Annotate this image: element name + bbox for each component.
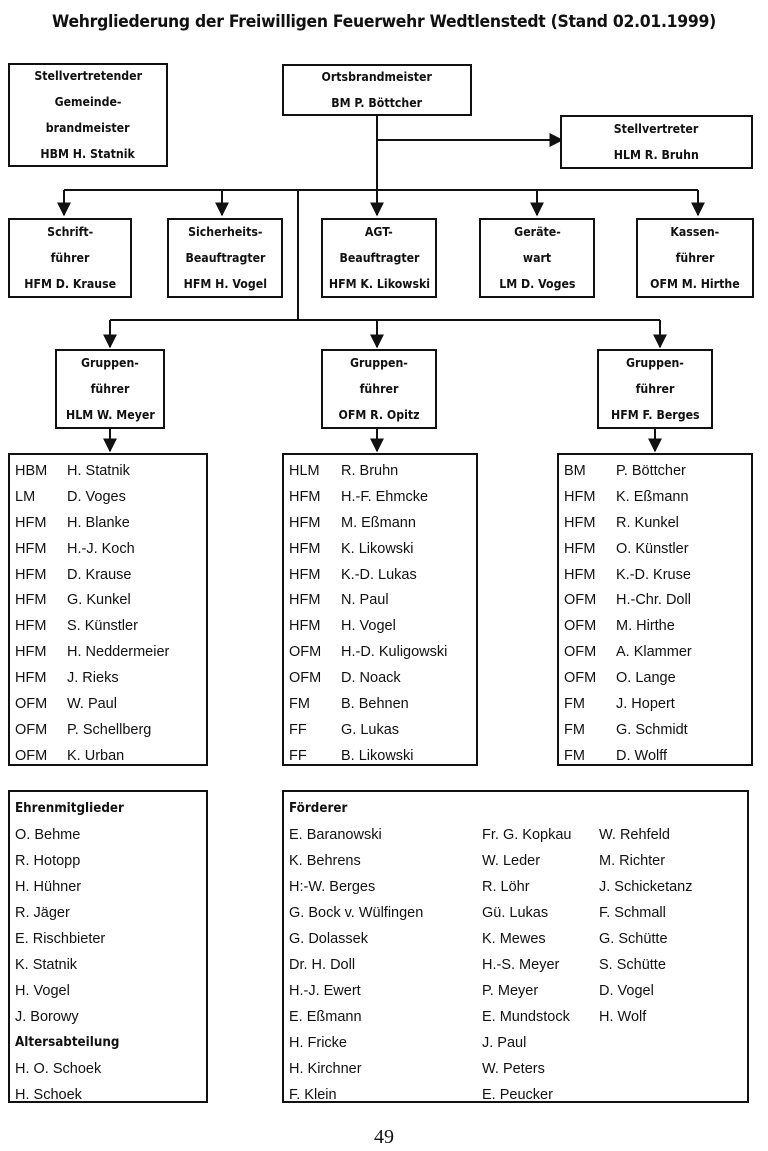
list-item — [284, 484, 476, 510]
list-item: H.-J. Ewert — [289, 983, 361, 999]
member-name: M. Eßmann — [341, 514, 416, 531]
member-name: G. Lukas — [341, 721, 400, 738]
member-name: M. Hirthe — [616, 618, 675, 635]
box-line: brandmeister — [46, 120, 130, 135]
member-name: S. Künstler — [67, 618, 138, 635]
member-name: D. Wolff — [616, 747, 668, 764]
list-item — [284, 613, 476, 639]
box-line: führer — [635, 381, 675, 396]
rank: HFM — [15, 592, 47, 609]
list-item: Dr. H. Doll — [289, 957, 356, 973]
group-members-list-1 — [8, 453, 208, 766]
member-name: G. Schmidt — [616, 721, 688, 738]
supporters-heading: Förderer — [289, 801, 348, 816]
list-item — [284, 691, 476, 717]
rank: BM — [564, 462, 586, 479]
list-item — [10, 613, 206, 639]
rank: HFM — [15, 514, 47, 531]
list-item — [10, 484, 206, 510]
list-item: Fr. G. Kopkau — [482, 827, 572, 843]
box-line: Beauftragter — [338, 250, 419, 265]
list-item: P. Meyer — [482, 983, 539, 999]
list-item: S. Schütte — [599, 957, 666, 973]
list-item: H. Fricke — [289, 1035, 347, 1051]
officer-box-treasurer — [636, 218, 754, 298]
member-name: K. Urban — [67, 747, 125, 764]
list-item: W. Rehfeld — [599, 827, 670, 843]
list-item: F. Schmall — [599, 905, 666, 921]
rank: FF — [289, 721, 307, 738]
box-line: HFM F. Berges — [610, 407, 700, 422]
supporters-column-2 — [482, 822, 571, 1108]
box-line: LM D. Voges — [498, 276, 576, 291]
group-leader-box-1 — [55, 349, 165, 429]
rank: HFM — [289, 592, 321, 609]
member-name: K.-D. Lukas — [341, 566, 417, 583]
rank: HFM — [564, 488, 596, 505]
list-item: H. O. Schoek — [15, 1061, 102, 1077]
member-name: H.-F. Ehmcke — [341, 488, 429, 505]
group-members-list-2 — [282, 453, 478, 766]
rank: OFM — [564, 644, 597, 661]
group-leader-box-3 — [597, 349, 713, 429]
supporters-box — [282, 790, 749, 1103]
page-title: Wehrgliederung der Freiwilligen Feuerwehr Wedtlenstedt (Stand 02.01.1999) — [52, 12, 716, 32]
member-name: H. Neddermeier — [67, 644, 170, 661]
member-name: R. Kunkel — [616, 514, 679, 531]
box-line: HLM R. Bruhn — [613, 147, 699, 162]
member-name: H. Vogel — [341, 618, 396, 635]
rank: HFM — [289, 618, 321, 635]
list-item — [10, 665, 206, 691]
box-line: BM P. Böttcher — [331, 95, 423, 110]
rank: OFM — [564, 592, 597, 609]
supporters-column-1 — [289, 822, 423, 1108]
list-item: H. Kirchner — [289, 1061, 362, 1077]
rank: OFM — [564, 618, 597, 635]
box-line: OFM R. Opitz — [338, 407, 420, 422]
box-line: HFM D. Krause — [24, 276, 116, 291]
list-item: W. Leder — [482, 853, 541, 869]
list-item: J. Schicketanz — [599, 879, 693, 895]
rank: HFM — [15, 566, 47, 583]
list-item — [284, 536, 476, 562]
box-line: Gemeinde- — [54, 94, 122, 109]
box-line: Ortsbrandmeister — [321, 69, 433, 84]
list-item: D. Vogel — [599, 983, 654, 999]
list-item — [559, 510, 751, 536]
member-name: K. Eßmann — [616, 488, 689, 505]
list-item: K. Behrens — [289, 853, 361, 869]
member-name: B. Likowski — [341, 747, 414, 764]
officer-box-secretary — [8, 218, 132, 298]
list-item — [284, 587, 476, 613]
list-item — [10, 510, 206, 536]
list-item: W. Peters — [482, 1061, 545, 1077]
rank: HBM — [15, 462, 48, 479]
box-line: HBM H. Statnik — [40, 146, 136, 161]
member-name: H.-J. Koch — [67, 540, 135, 557]
member-name: P. Böttcher — [616, 462, 686, 479]
box-line: führer — [90, 381, 130, 396]
member-name: H. Statnik — [67, 462, 130, 479]
deputy-box — [560, 115, 753, 169]
list-item — [559, 458, 751, 484]
list-item: R. Jäger — [15, 905, 70, 921]
supporters-column-3 — [599, 822, 693, 1030]
list-item: K. Mewes — [482, 931, 546, 947]
member-name: H. Blanke — [67, 514, 130, 531]
list-item — [10, 458, 206, 484]
list-item: H.-S. Meyer — [482, 957, 560, 973]
box-line: AGT- — [365, 224, 393, 239]
list-item — [284, 510, 476, 536]
list-item: M. Richter — [599, 853, 666, 869]
list-item — [284, 562, 476, 588]
honorary-senior-box — [8, 790, 208, 1103]
rank: FF — [289, 747, 307, 764]
rank: HFM — [15, 618, 47, 635]
list-item — [10, 743, 206, 769]
member-name: D. Voges — [67, 488, 126, 505]
member-name: J. Hopert — [616, 695, 675, 712]
list-item — [559, 743, 751, 769]
deputy-municipal-box — [8, 63, 168, 167]
list-item: K. Statnik — [15, 957, 78, 973]
list-item — [284, 743, 476, 769]
list-item: H. Schoek — [15, 1087, 82, 1103]
rank: HFM — [289, 488, 321, 505]
rank: OFM — [15, 721, 48, 738]
list-item: E. Baranowski — [289, 827, 382, 843]
honorary-heading: Ehrenmitglieder — [15, 801, 124, 816]
list-item — [10, 639, 206, 665]
rank: LM — [15, 488, 36, 505]
list-item — [559, 562, 751, 588]
list-item: H. Wolf — [599, 1009, 647, 1025]
box-line: HFM K. Likowski — [328, 276, 430, 291]
list-item — [284, 639, 476, 665]
list-item — [10, 691, 206, 717]
list-item: E. Eßmann — [289, 1009, 362, 1025]
box-line: führer — [359, 381, 399, 396]
officer-box-equipment — [479, 218, 595, 298]
member-name: J. Rieks — [67, 670, 119, 687]
rank: HFM — [15, 670, 47, 687]
member-name: H.-D. Kuligowski — [341, 644, 448, 661]
list-item — [10, 587, 206, 613]
member-name: D. Noack — [341, 670, 401, 687]
member-name: D. Krause — [67, 566, 132, 583]
member-name: P. Schellberg — [67, 721, 152, 738]
rank: HFM — [564, 514, 596, 531]
member-name: R. Bruhn — [341, 462, 399, 479]
list-item: H:-W. Berges — [289, 879, 376, 895]
officer-box-safety — [167, 218, 283, 298]
member-name: A. Klammer — [616, 644, 692, 661]
box-line: Gruppen- — [81, 355, 139, 370]
member-name: H.-Chr. Doll — [616, 592, 691, 609]
box-line: führer — [675, 250, 715, 265]
rank: HFM — [15, 644, 47, 661]
list-item — [10, 717, 206, 743]
box-line: Beauftragter — [184, 250, 265, 265]
box-line: HLM W. Meyer — [65, 407, 155, 422]
list-item — [559, 587, 751, 613]
member-name: O. Lange — [616, 670, 676, 687]
list-item: E. Mundstock — [482, 1009, 570, 1025]
list-item: R. Löhr — [482, 879, 530, 895]
rank: OFM — [15, 747, 48, 764]
box-line: Sicherheits- — [187, 224, 263, 239]
group-members-list-3 — [557, 453, 753, 766]
list-item — [284, 458, 476, 484]
list-item — [559, 717, 751, 743]
list-item: E. Rischbieter — [15, 931, 106, 947]
list-item: G. Bock v. Wülfingen — [289, 905, 424, 921]
box-line: wart — [522, 250, 552, 265]
rank: OFM — [15, 695, 48, 712]
list-item: G. Dolassek — [289, 931, 368, 947]
list-item — [559, 613, 751, 639]
member-name: K. Likowski — [341, 540, 414, 557]
list-item: O. Behme — [15, 827, 81, 843]
group-leader-box-2 — [321, 349, 437, 429]
page-number: 49 — [374, 1126, 394, 1148]
rank: FM — [289, 695, 310, 712]
box-line: Stellvertreter — [614, 121, 699, 136]
member-name: N. Paul — [341, 592, 389, 609]
rank: HFM — [15, 540, 47, 557]
list-item: H. Hühner — [15, 879, 82, 895]
member-name: O. Künstler — [616, 540, 689, 557]
senior-heading: Altersabteilung — [15, 1035, 120, 1050]
list-item — [559, 691, 751, 717]
list-item — [10, 536, 206, 562]
rank: HLM — [289, 462, 320, 479]
rank: FM — [564, 747, 585, 764]
box-line: Schrift- — [46, 224, 94, 239]
list-item: G. Schütte — [599, 931, 668, 947]
list-item — [284, 665, 476, 691]
member-name: W. Paul — [67, 695, 117, 712]
list-item: J. Borowy — [15, 1009, 79, 1025]
box-line: Stellvertretender — [34, 68, 142, 83]
list-item: R. Hotopp — [15, 853, 81, 869]
list-item: F. Klein — [289, 1087, 337, 1103]
list-item — [10, 562, 206, 588]
member-name: G. Kunkel — [67, 592, 131, 609]
rank: FM — [564, 695, 585, 712]
member-name: K.-D. Kruse — [616, 566, 691, 583]
member-name: B. Behnen — [341, 695, 409, 712]
rank: OFM — [289, 670, 322, 687]
list-item — [559, 536, 751, 562]
rank: HFM — [289, 514, 321, 531]
list-item — [559, 665, 751, 691]
rank: HFM — [564, 566, 596, 583]
list-item: Gü. Lukas — [482, 905, 549, 921]
list-item — [559, 639, 751, 665]
list-item: E. Peucker — [482, 1087, 553, 1103]
box-line: Kassen- — [670, 224, 720, 239]
chief-box — [282, 64, 472, 116]
box-line: führer — [50, 250, 90, 265]
list-item — [559, 484, 751, 510]
rank: HFM — [564, 540, 596, 557]
rank: FM — [564, 721, 585, 738]
list-item: H. Vogel — [15, 983, 70, 999]
box-line: Gruppen- — [350, 355, 408, 370]
box-line: HFM H. Vogel — [183, 276, 267, 291]
list-item — [284, 717, 476, 743]
box-line: Geräte- — [513, 224, 561, 239]
officer-box-agt — [321, 218, 437, 298]
box-line: Gruppen- — [626, 355, 684, 370]
rank: OFM — [564, 670, 597, 687]
box-line: OFM M. Hirthe — [650, 276, 740, 291]
rank: OFM — [289, 644, 322, 661]
rank: HFM — [289, 566, 321, 583]
list-item: J. Paul — [482, 1035, 527, 1051]
rank: HFM — [289, 540, 321, 557]
